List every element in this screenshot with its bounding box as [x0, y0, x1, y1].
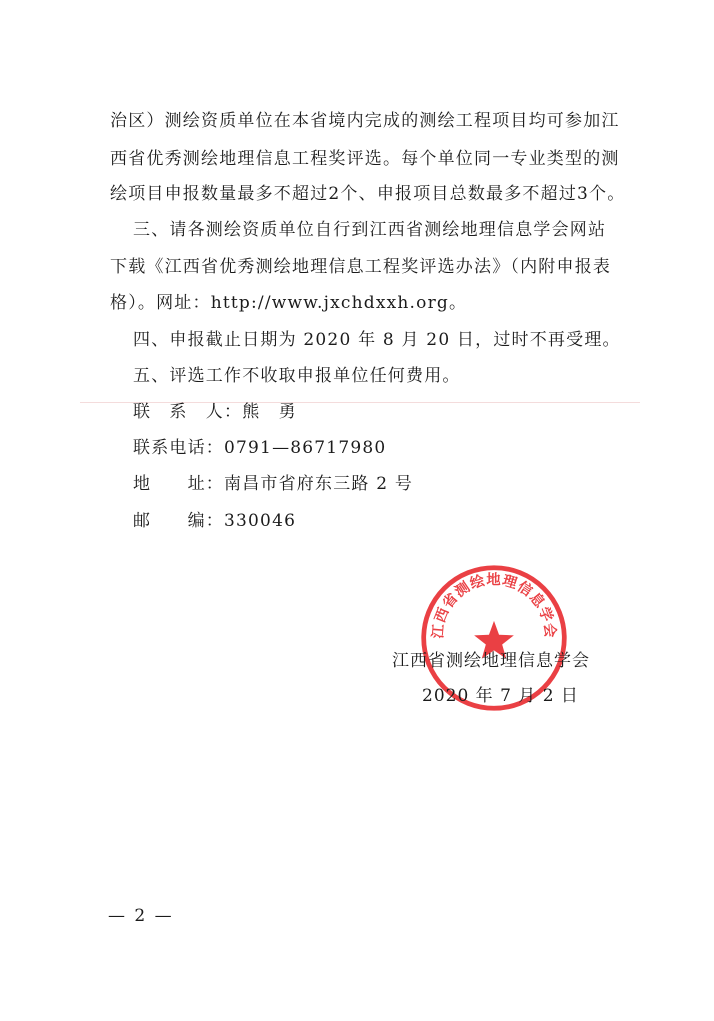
body-line-1: 治区）测绘资质单位在本省境内完成的测绘工程项目均可参加江: [110, 111, 620, 131]
body-line-5: 下载《江西省优秀测绘地理信息工程奖评选办法》（内附申报表: [110, 257, 612, 277]
body-line-4: 三、请各测绘资质单位自行到江西省测绘地理信息学会网站: [133, 220, 607, 240]
contact-postcode: 邮 编：330046: [133, 511, 297, 531]
body-line-8: 五、评选工作不收取申报单位任何费用。: [133, 366, 461, 386]
body-line-3: 绘项目申报数量最多不超过2个、申报项目总数最多不超过3个。: [110, 184, 626, 204]
body-line-7: 四、申报截止日期为 2020 年 8 月 20 日，过时不再受理。: [133, 330, 621, 350]
seal-text: 江西省测绘地理信息学会: [430, 572, 558, 640]
body-line-6: 格）。网址：http://www.jxchdxxh.org。: [110, 293, 468, 313]
signature-org: 江西省测绘地理信息学会: [392, 651, 590, 671]
page-number: — 2 —: [108, 906, 174, 926]
contact-person: 联 系 人：熊 勇: [133, 402, 297, 422]
signature-date: 2020 年 7 月 2 日: [422, 686, 579, 706]
body-line-2: 西省优秀测绘地理信息工程奖评选。每个单位同一专业类型的测: [110, 149, 620, 169]
contact-address: 地 址：南昌市省府东三路 2 号: [133, 474, 414, 494]
contact-phone: 联系电话：0791—86717980: [133, 438, 387, 458]
